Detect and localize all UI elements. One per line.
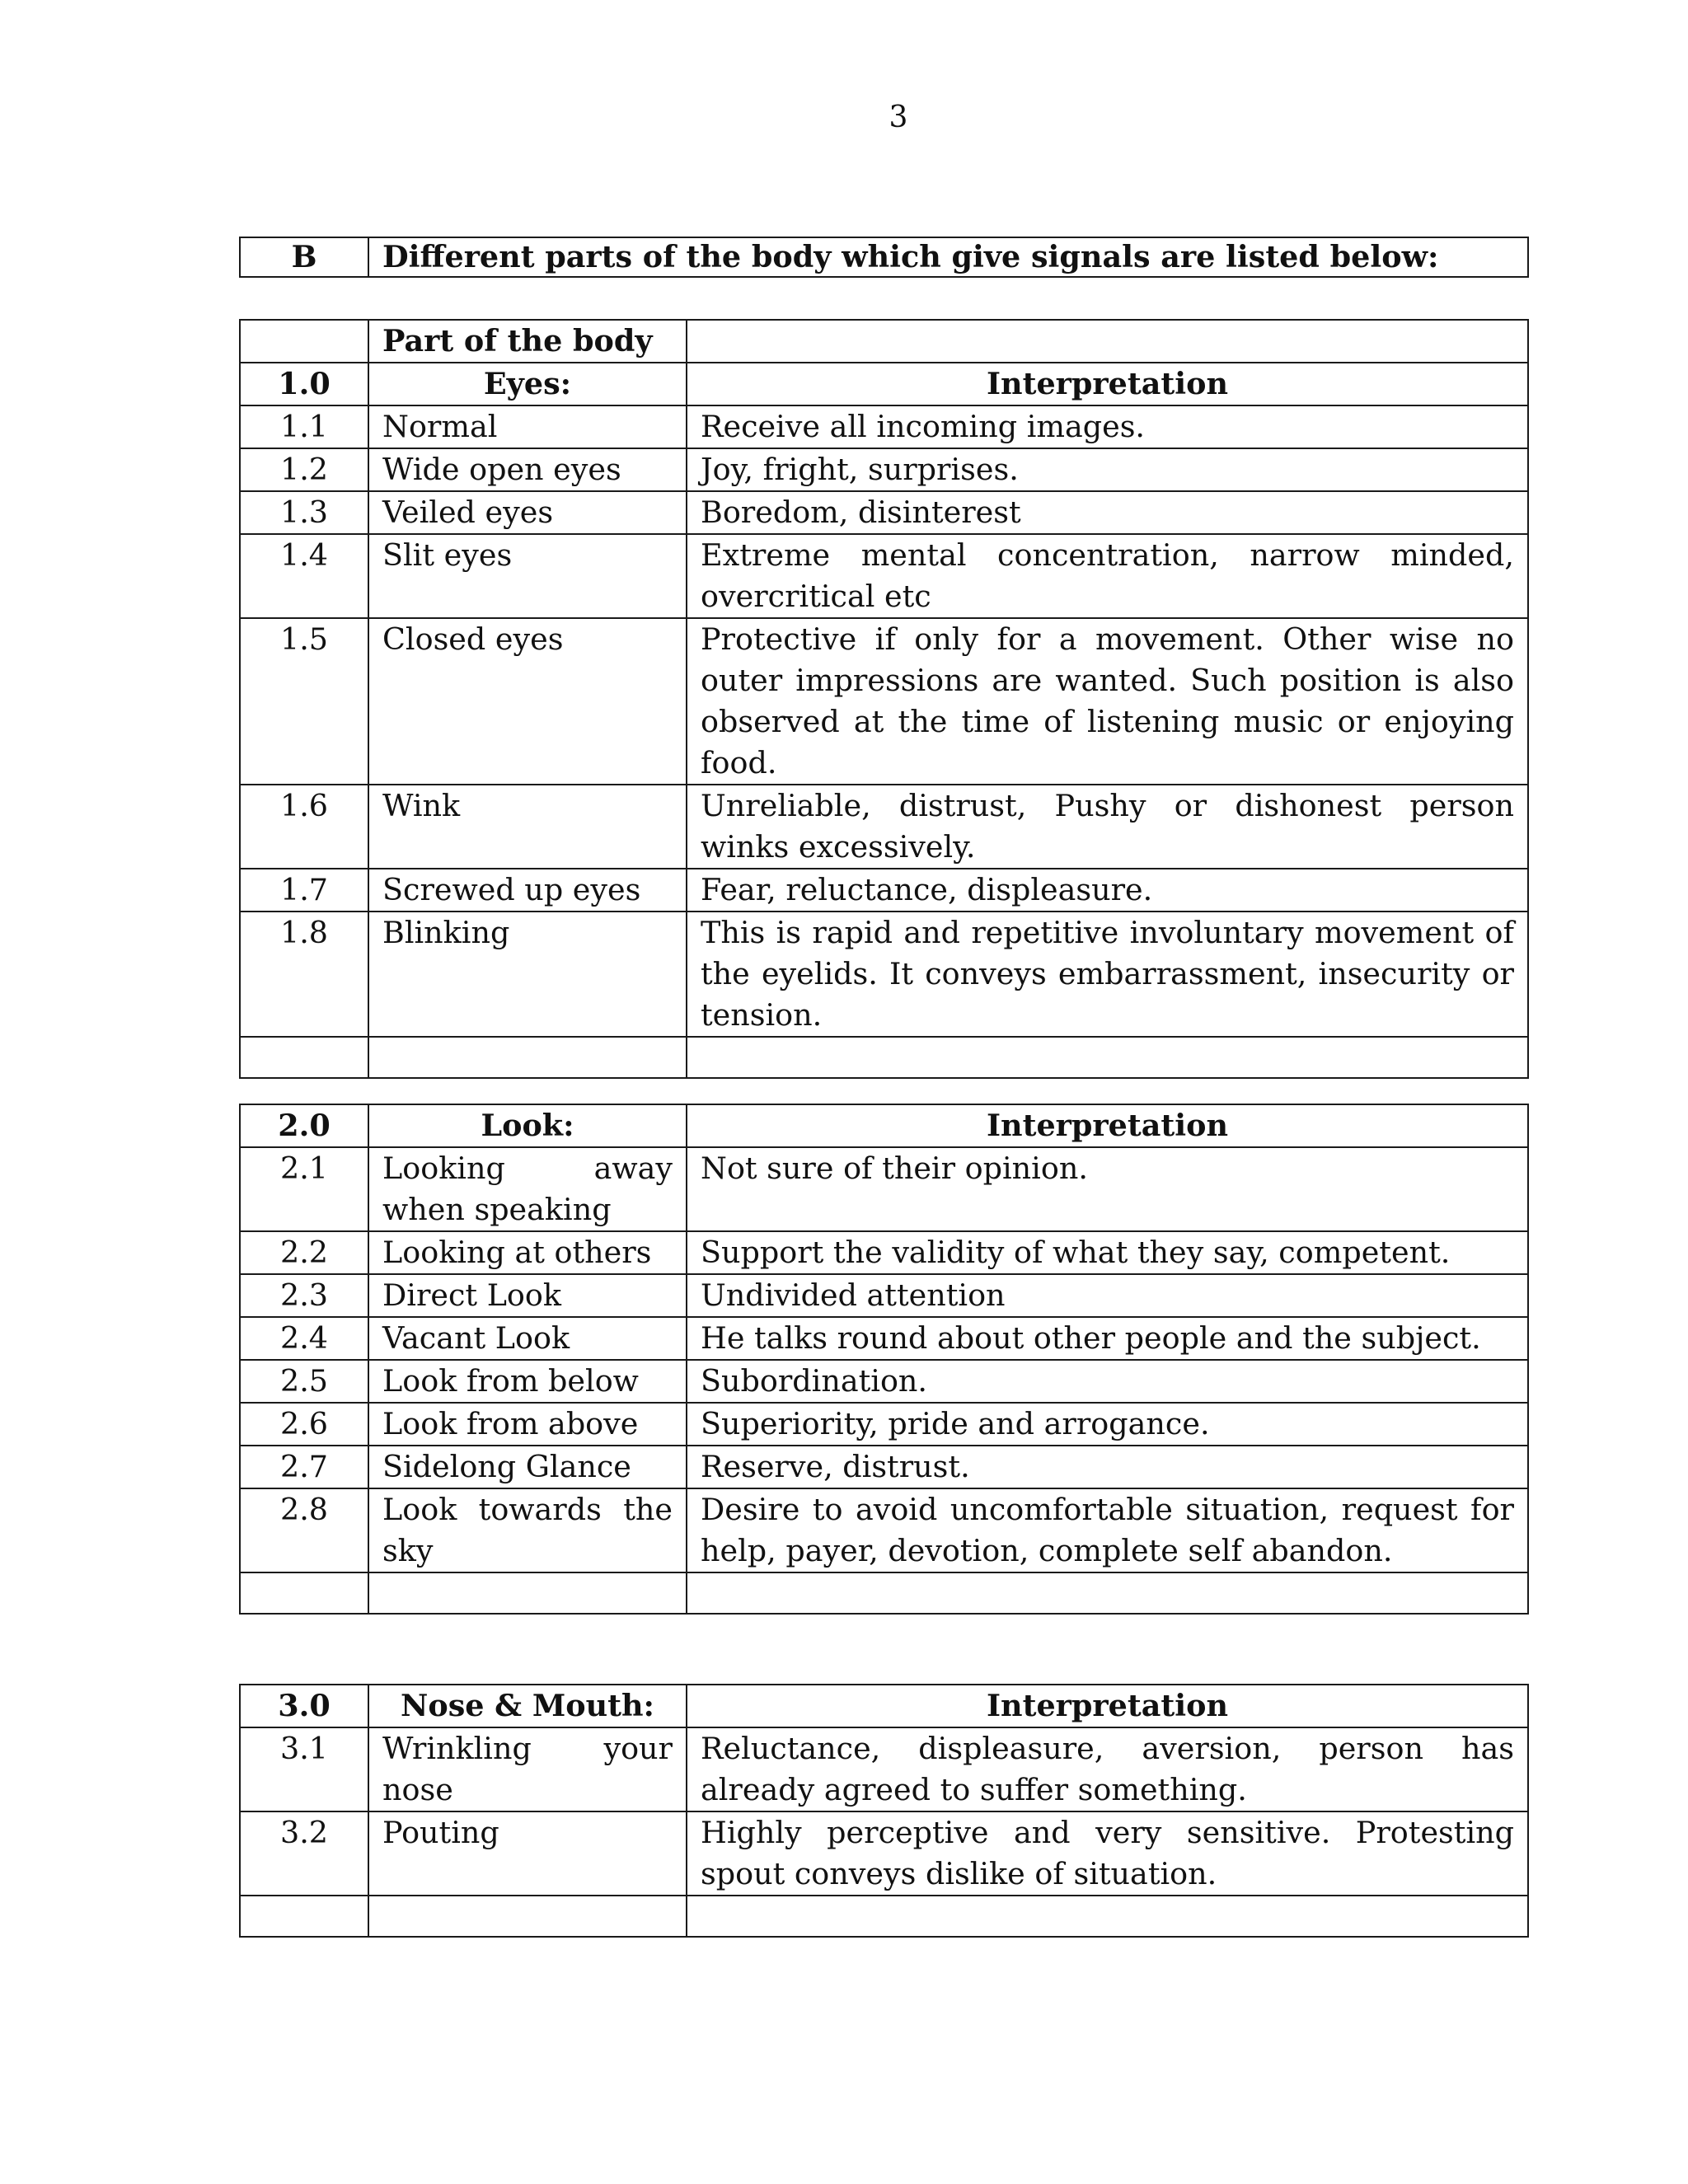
table-row <box>240 618 1528 785</box>
row-number: 2.6 <box>240 1403 368 1446</box>
empty-cell <box>687 320 1528 363</box>
section-label: B <box>240 237 368 277</box>
table-title-row <box>240 363 1528 405</box>
row-interpretation: Desire to avoid uncomfortable situation, request for help, payer, devotion, complete self abandon. <box>687 1488 1528 1572</box>
table-row <box>240 912 1528 1037</box>
row-interpretation: Undivided attention <box>687 1274 1528 1317</box>
look-table <box>239 1104 1529 1615</box>
row-part: Looking at others <box>368 1231 687 1274</box>
nose-number: 3.0 <box>240 1685 368 1727</box>
table-row <box>240 491 1528 534</box>
table-row <box>240 1446 1528 1488</box>
row-part: Wrinkling your nose <box>368 1727 687 1811</box>
table-row <box>240 1360 1528 1403</box>
row-interpretation: Fear, reluctance, displeasure. <box>687 869 1528 912</box>
nose-mouth-table <box>239 1684 1529 1938</box>
row-number: 1.3 <box>240 491 368 534</box>
empty-cell <box>368 1572 687 1614</box>
table-row <box>240 1274 1528 1317</box>
table-title-row <box>240 1685 1528 1727</box>
table-row <box>240 1317 1528 1360</box>
interpretation-header: Interpretation <box>687 1685 1528 1727</box>
row-number: 2.3 <box>240 1274 368 1317</box>
row-part: Veiled eyes <box>368 491 687 534</box>
nose-rows <box>240 1727 1528 1896</box>
empty-cell <box>368 1896 687 1937</box>
row-number: 1.5 <box>240 618 368 785</box>
row-part: Screwed up eyes <box>368 869 687 912</box>
empty-cell <box>240 1572 368 1614</box>
row-interpretation: Protective if only for a movement. Other wise no outer impressions are wanted. Such position is also observed at the time of listening music or enjoying food. <box>687 618 1528 785</box>
row-part: Blinking <box>368 912 687 1037</box>
empty-row <box>240 1896 1528 1937</box>
table-row <box>240 1811 1528 1896</box>
table-row <box>240 1231 1528 1274</box>
look-title: Look: <box>368 1104 687 1147</box>
table-row <box>240 405 1528 448</box>
table-header-row <box>240 320 1528 363</box>
row-interpretation: He talks round about other people and the subject. <box>687 1317 1528 1360</box>
row-number: 1.7 <box>240 869 368 912</box>
row-interpretation: Joy, fright, surprises. <box>687 448 1528 491</box>
eyes-title: Eyes: <box>368 363 687 405</box>
part-of-body-header: Part of the body <box>368 320 687 363</box>
row-number: 2.5 <box>240 1360 368 1403</box>
row-interpretation: Superiority, pride and arrogance. <box>687 1403 1528 1446</box>
section-title: Different parts of the body which give signals are listed below: <box>368 237 1528 277</box>
row-interpretation: Boredom, disinterest <box>687 491 1528 534</box>
eyes-number: 1.0 <box>240 363 368 405</box>
row-number: 2.4 <box>240 1317 368 1360</box>
nose-title: Nose & Mouth: <box>368 1685 687 1727</box>
row-number: 1.8 <box>240 912 368 1037</box>
page-number: 3 <box>889 101 908 134</box>
row-number: 2.1 <box>240 1147 368 1231</box>
section-header-table <box>239 237 1529 278</box>
row-part: Sidelong Glance <box>368 1446 687 1488</box>
eyes-rows <box>240 405 1528 1037</box>
empty-cell <box>240 320 368 363</box>
look-number: 2.0 <box>240 1104 368 1147</box>
interpretation-header: Interpretation <box>687 1104 1528 1147</box>
row-interpretation: Subordination. <box>687 1360 1528 1403</box>
row-number: 2.7 <box>240 1446 368 1488</box>
empty-cell <box>240 1896 368 1937</box>
row-interpretation: Highly perceptive and very sensitive. Protesting spout conveys dislike of situation. <box>687 1811 1528 1896</box>
row-number: 1.1 <box>240 405 368 448</box>
row-interpretation: Not sure of their opinion. <box>687 1147 1528 1231</box>
row-interpretation: Receive all incoming images. <box>687 405 1528 448</box>
row-part: Look from below <box>368 1360 687 1403</box>
table-row <box>240 534 1528 618</box>
eyes-table <box>239 319 1529 1079</box>
row-number: 1.2 <box>240 448 368 491</box>
row-interpretation: This is rapid and repetitive involuntary movement of the eyelids. It conveys embarrassment, insecurity or tension. <box>687 912 1528 1037</box>
row-part: Wide open eyes <box>368 448 687 491</box>
row-number: 1.4 <box>240 534 368 618</box>
row-interpretation: Reluctance, displeasure, aversion, person has already agreed to suffer something. <box>687 1727 1528 1811</box>
row-part: Looking away when speaking <box>368 1147 687 1231</box>
row-number: 2.2 <box>240 1231 368 1274</box>
row-part: Pouting <box>368 1811 687 1896</box>
table-row <box>240 1488 1528 1572</box>
interpretation-header: Interpretation <box>687 363 1528 405</box>
empty-cell <box>240 1037 368 1078</box>
row-number: 3.2 <box>240 1811 368 1896</box>
table-row <box>240 448 1528 491</box>
row-part: Look from above <box>368 1403 687 1446</box>
row-part: Slit eyes <box>368 534 687 618</box>
row-number: 2.8 <box>240 1488 368 1572</box>
row-interpretation: Extreme mental concentration, narrow minded, overcritical etc <box>687 534 1528 618</box>
table-row <box>240 1147 1528 1231</box>
empty-cell <box>687 1037 1528 1078</box>
row-part: Wink <box>368 785 687 869</box>
table-row <box>240 785 1528 869</box>
table-row <box>240 1403 1528 1446</box>
row-interpretation: Unreliable, distrust, Pushy or dishonest person winks excessively. <box>687 785 1528 869</box>
row-part: Direct Look <box>368 1274 687 1317</box>
empty-cell <box>687 1572 1528 1614</box>
row-part: Vacant Look <box>368 1317 687 1360</box>
table-row <box>240 869 1528 912</box>
table-title-row <box>240 1104 1528 1147</box>
row-part: Closed eyes <box>368 618 687 785</box>
empty-cell <box>368 1037 687 1078</box>
row-interpretation: Reserve, distrust. <box>687 1446 1528 1488</box>
empty-cell <box>687 1896 1528 1937</box>
look-rows <box>240 1147 1528 1572</box>
row-part: Normal <box>368 405 687 448</box>
table-row <box>240 1727 1528 1811</box>
row-number: 1.6 <box>240 785 368 869</box>
empty-row <box>240 1572 1528 1614</box>
empty-row <box>240 1037 1528 1078</box>
section-header-row <box>240 237 1528 277</box>
row-part: Look towards the sky <box>368 1488 687 1572</box>
row-number: 3.1 <box>240 1727 368 1811</box>
row-interpretation: Support the validity of what they say, competent. <box>687 1231 1528 1274</box>
